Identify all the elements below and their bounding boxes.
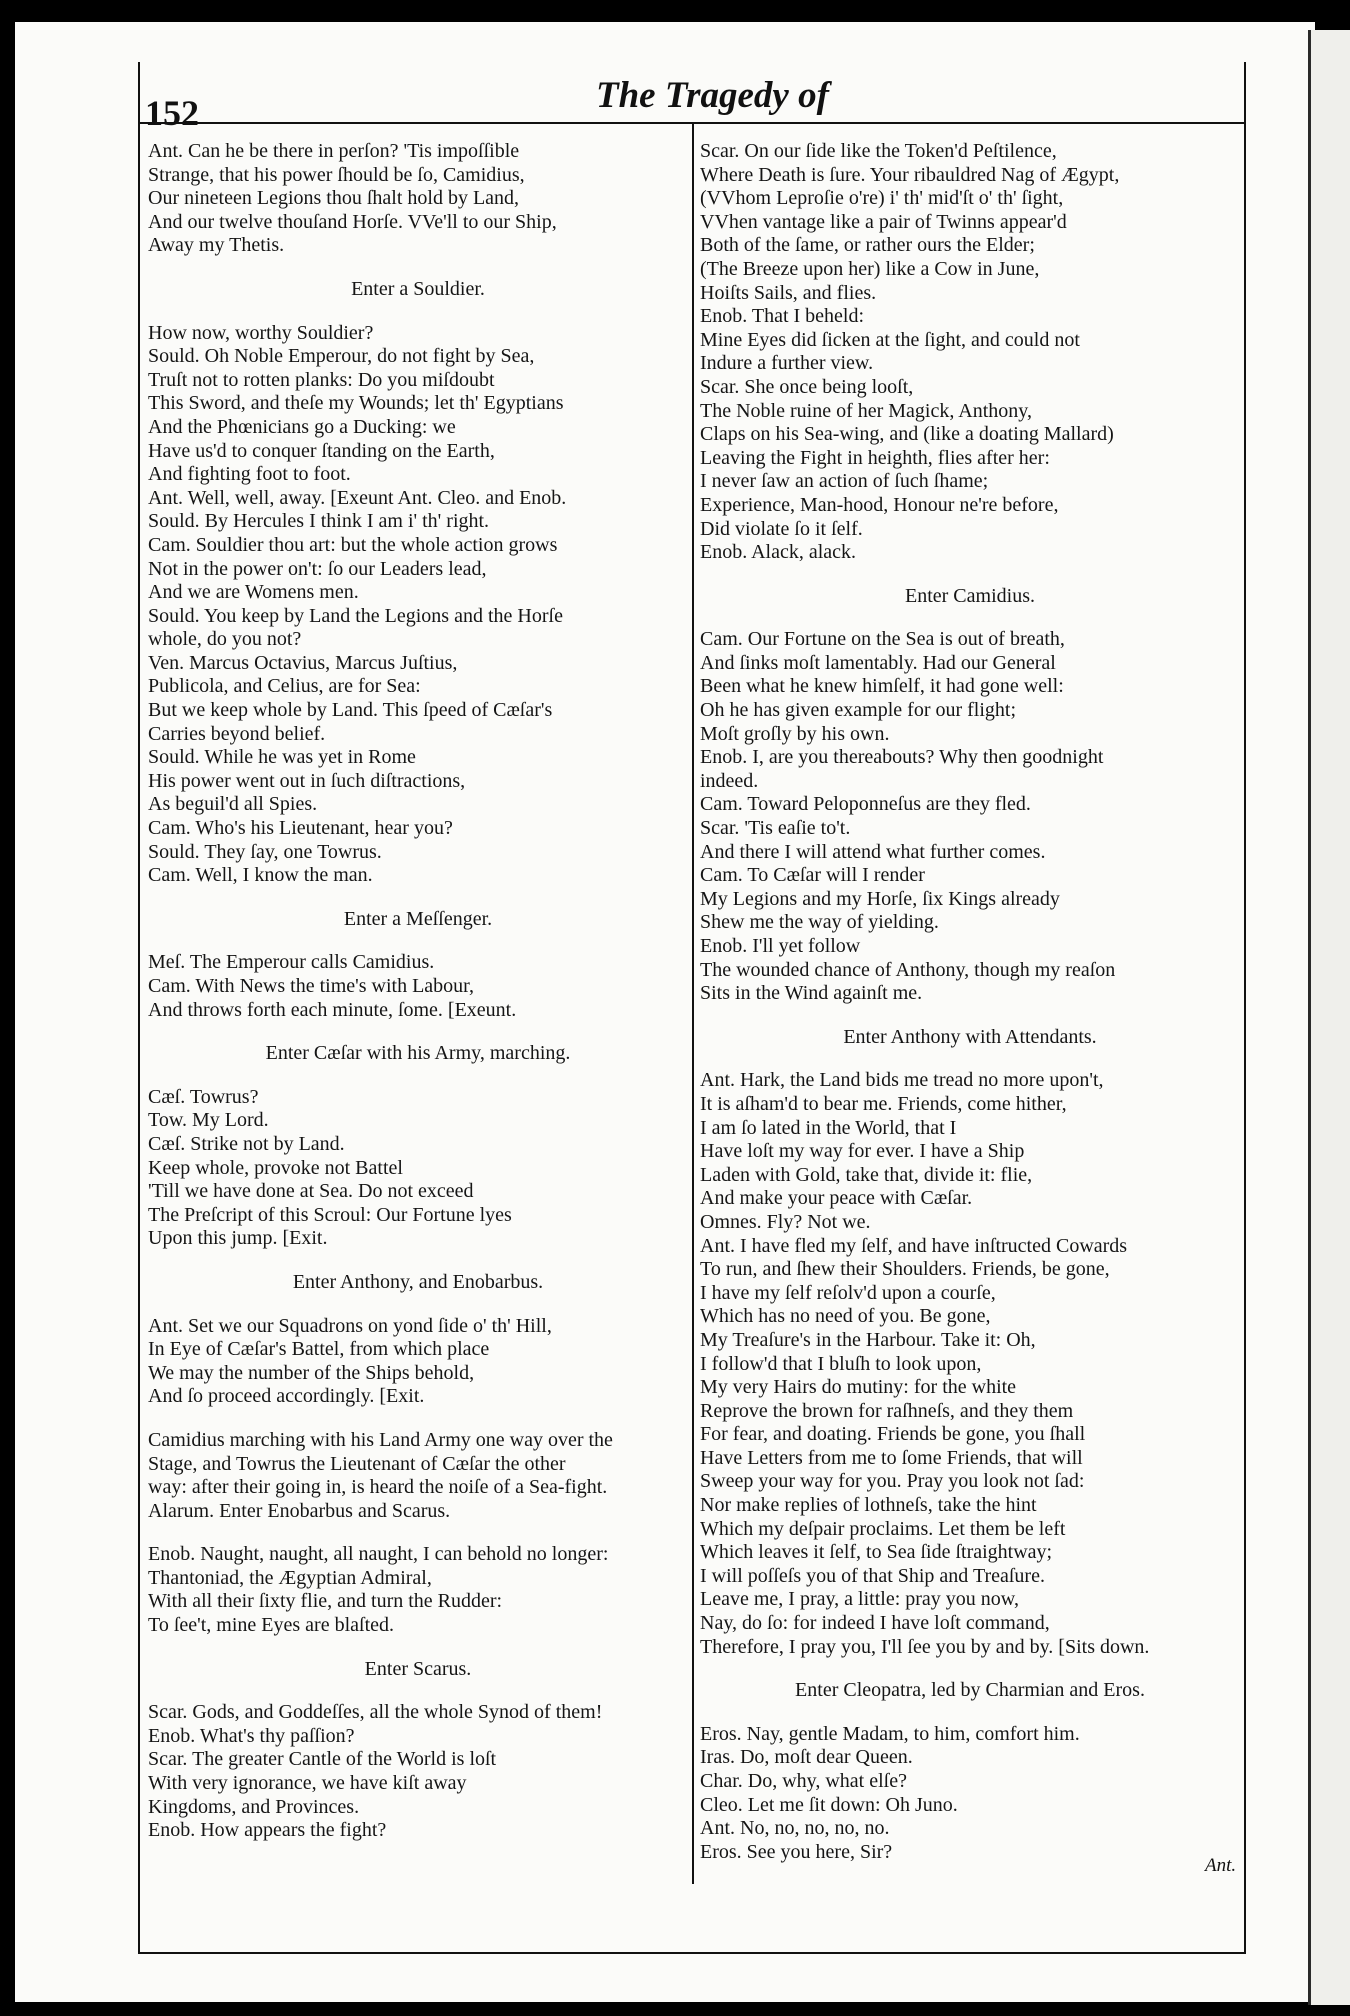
stage-direction: Enter Cleopatra, led by Charmian and Eros. <box>795 1679 1145 1702</box>
right-column <box>700 140 1240 1864</box>
text-line: Cam. Toward Peloponneſus are they fled. <box>700 793 1031 816</box>
text-line: Did violate ſo it ſelf. <box>700 517 863 540</box>
text-line: Ven. Marcus Octavius, Marcus Juſtius, <box>148 651 458 674</box>
text-line: Where Death is ſure. Your ribauldred Nag of Ægypt, <box>700 163 1120 186</box>
text-line: Leaving the Fight in heighth, flies after her: <box>700 446 1050 469</box>
text-line: Cam. With News the time's with Labour, <box>148 975 475 997</box>
block-gap <box>700 1006 1240 1026</box>
text-line: To ſee't, mine Eyes are blaſted. <box>148 1614 394 1637</box>
text-line: Laden with Gold, take that, divide it: flie, <box>700 1163 1033 1186</box>
left-column <box>148 140 688 1843</box>
text-line: 'Till we have done at Sea. Do not exceed <box>148 1180 474 1203</box>
text-line: How now, worthy Souldier? <box>148 321 374 344</box>
text-line: Eros. Nay, gentle Madam, to him, comfort him. <box>700 1722 1080 1745</box>
text-line: I am ſo lated in the World, that I <box>700 1116 957 1139</box>
block-gap <box>148 1523 688 1543</box>
text-line: I will poſſeſs you of that Ship and Treaſure. <box>700 1564 1045 1587</box>
text-line: Have loſt my way for ever. I have a Ship <box>700 1140 1025 1163</box>
block-gap <box>148 258 688 278</box>
text-line: Have us'd to conquer ſtanding on the Earth, <box>148 439 495 462</box>
text-line: Enob. Alack, alack. <box>700 541 857 564</box>
text-line: Our nineteen Legions thou ſhalt hold by Land, <box>148 187 520 210</box>
text-line: Away my Thetis. <box>148 234 285 257</box>
text-line: Been what he knew himſelf, it had gone well: <box>700 675 1064 698</box>
text-line: And fighting foot to foot. <box>148 463 351 486</box>
text-line: I never ſaw an action of ſuch ſhame; <box>700 470 989 493</box>
text-line: Strange, that his power ſhould be ſo, Camidius, <box>148 163 525 186</box>
text-line: Carries beyond belief. <box>148 722 326 745</box>
text-line: It is aſham'd to bear me. Friends, come hither, <box>700 1092 1067 1115</box>
text-line: Cam. Souldier thou art: but the whole action grows <box>148 533 558 556</box>
text-line: way: after their going in, is heard the noiſe of a Sea-fight. <box>148 1476 608 1499</box>
block-gap <box>148 888 688 908</box>
text-line: Iras. Do, moſt dear Queen. <box>700 1746 913 1769</box>
block-gap <box>148 1066 688 1086</box>
text-line: Both of the ſame, or rather ours the Elder; <box>700 234 1035 257</box>
text-line: Scar. The greater Cantle of the World is loſt <box>148 1748 497 1771</box>
text-line: Moſt groſly by his own. <box>700 722 890 745</box>
text-line: I follow'd that I bluſh to look upon, <box>700 1352 982 1375</box>
text-line: Sould. You keep by Land the Legions and the Horſe <box>148 604 563 627</box>
text-line: Alarum. Enter Enobarbus and Scarus. <box>148 1499 451 1522</box>
text-line: indeed. <box>700 769 759 792</box>
text-line: Shew me the way of yielding. <box>700 911 939 934</box>
text-line: Upon this jump. [Exit. <box>148 1227 328 1250</box>
text-line: Have Letters from me to ſome Friends, that will <box>700 1446 1083 1469</box>
text-line: The wounded chance of Anthony, though my reaſon <box>700 958 1116 981</box>
text-line: And we are Womens men. <box>148 581 359 604</box>
text-line: Eros. See you here, Sir? <box>700 1840 893 1863</box>
text-line: And ſinks moſt lamentably. Had our General <box>700 651 1056 674</box>
text-line: To run, and ſhew their Shoulders. Friends, be gone, <box>700 1258 1110 1281</box>
text-line: And the Phœnicians go a Ducking: we <box>148 415 456 438</box>
block-gap <box>148 1638 688 1658</box>
stage-direction: Enter a Meſſenger. <box>343 907 493 930</box>
text-line: With very ignorance, we have kiſt away <box>148 1772 467 1795</box>
running-title: The Tragedy of <box>596 75 829 116</box>
text-line: Cleo. Let me ſit down: Oh Juno. <box>700 1793 958 1816</box>
text-line: Sould. They ſay, one Towrus. <box>148 840 382 863</box>
text-line: But we keep whole by Land. This ſpeed of Cæſar's <box>148 699 553 722</box>
text-line: Ant. Set we our Squadrons on yond ſide o' th' Hill, <box>148 1314 552 1337</box>
text-line: We may the number of the Ships behold, <box>148 1361 475 1384</box>
text-line: Cam. Well, I know the man. <box>148 864 373 887</box>
text-line: Cam. To Cæſar will I render <box>700 864 925 887</box>
text-line: The Noble ruine of her Magick, Anthony, <box>700 399 1032 422</box>
text-line: Which leaves it ſelf, to Sea ſide ſtraightway; <box>700 1541 1053 1564</box>
text-line: Cam. Our Fortune on the Sea is out of breath, <box>700 628 1065 651</box>
text-line: Sould. Oh Noble Emperour, do not fight by Sea, <box>148 345 535 368</box>
page-number: 152 <box>145 93 199 133</box>
text-line: Meſ. The Emperour calls Camidius. <box>148 951 435 974</box>
text-line: Camidius marching with his Land Army one way over the <box>148 1428 613 1451</box>
block-gap <box>700 1049 1240 1069</box>
text-line: Enob. Naught, naught, all naught, I can behold no longer: <box>148 1543 609 1566</box>
stage-direction: Enter Cæſar with his Army, marching. <box>265 1042 571 1065</box>
text-line: I have my ſelf reſolv'd upon a courſe, <box>700 1281 996 1304</box>
block-gap <box>148 302 688 322</box>
stage-direction: Enter a Souldier. <box>351 277 485 300</box>
text-line: This Sword, and theſe my Wounds; let th' Egyptians <box>148 392 564 415</box>
text-line: Not in the power on't: ſo our Leaders lead, <box>148 557 487 580</box>
text-line: VVhen vantage like a pair of Twinns appear'd <box>700 210 1067 233</box>
text-line: Sits in the Wind againſt me. <box>700 982 923 1005</box>
text-line: Cam. Who's his Lieutenant, hear you? <box>148 817 453 840</box>
text-line: Indure a further view. <box>700 352 874 375</box>
block-gap <box>700 608 1240 628</box>
text-line: whole, do you not? <box>148 628 302 651</box>
text-line: Nay, do ſo: for indeed I have loſt command, <box>700 1612 1050 1635</box>
text-line: Publicola, and Celius, are for Sea: <box>148 675 421 698</box>
block-gap <box>148 1295 688 1315</box>
column-divider <box>692 124 694 1884</box>
text-line: In Eye of Cæſar's Battel, from which place <box>148 1338 490 1361</box>
text-line: Enob. That I beheld: <box>700 305 865 328</box>
text-line: Truſt not to rotten planks: Do you miſdoubt <box>148 368 495 391</box>
block-gap <box>700 565 1240 585</box>
block-gap <box>700 1703 1240 1723</box>
text-line: Kingdoms, and Provinces. <box>148 1795 360 1818</box>
text-line: (VVhom Leproſie o're) i' th' mid'ſt o' th' ſight, <box>700 187 1064 210</box>
text-line: Scar. On our ſide like the Token'd Peſtilence, <box>700 140 1057 162</box>
text-line: Sould. By Hercules I think I am i' th' right. <box>148 510 490 533</box>
text-line: Tow. My Lord. <box>148 1109 269 1132</box>
block-gap <box>700 1659 1240 1679</box>
text-line: As beguil'd all Spies. <box>148 793 318 816</box>
stage-direction: Enter Anthony with Attendants. <box>843 1025 1097 1048</box>
text-line: Stage, and Towrus the Lieutenant of Cæſar the other <box>148 1452 566 1475</box>
text-line: Scar. Gods, and Goddeſſes, all the whole Synod of them! <box>148 1701 603 1724</box>
text-line: Therefore, I pray you, I'll ſee you by and by. [Sits down. <box>700 1635 1150 1658</box>
block-gap <box>148 1681 688 1701</box>
text-line: Char. Do, why, what elſe? <box>700 1770 907 1792</box>
block-gap <box>148 931 688 951</box>
text-line: Enob. I, are you thereabouts? Why then goodnight <box>700 746 1104 769</box>
text-line: Thantoniad, the Ægyptian Admiral, <box>148 1566 432 1589</box>
text-line: Ant. No, no, no, no, no. <box>700 1817 890 1840</box>
text-line: My Legions and my Horſe, ſix Kings already <box>700 887 1060 910</box>
text-line: Leave me, I pray, a little: pray you now, <box>700 1588 1019 1611</box>
text-line: And make your peace with Cæſar. <box>700 1187 973 1210</box>
stage-direction: Enter Camidius. <box>905 584 1035 607</box>
facing-page-edge <box>1308 30 1350 2005</box>
block-gap <box>148 1022 688 1042</box>
text-line: Experience, Man-hood, Honour ne're before, <box>700 493 1059 516</box>
text-line: Enob. How appears the fight? <box>148 1819 387 1842</box>
text-line: Sweep your way for you. Pray you look not ſad: <box>700 1470 1085 1493</box>
header-rule <box>138 122 1244 124</box>
text-line: Mine Eyes did ſicken at the ſight, and could not <box>700 328 1080 351</box>
catchword: Ant. <box>1205 1855 1237 1876</box>
text-line: Ant. I have fled my ſelf, and have inſtructed Cowards <box>700 1234 1128 1257</box>
text-line: Reprove the brown for raſhneſs, and they them <box>700 1399 1074 1422</box>
text-line: Scar. 'Tis eaſie to't. <box>700 817 851 840</box>
text-line: Nor make replies of lothneſs, take the hint <box>700 1494 1037 1517</box>
text-line: And our twelve thouſand Horſe. VVe'll to our Ship, <box>148 210 557 233</box>
text-line: Hoiſts Sails, and flies. <box>700 281 877 304</box>
text-line: For fear, and doating. Friends be gone, you ſhall <box>700 1423 1086 1446</box>
text-line: His power went out in ſuch diſtractions, <box>148 769 466 792</box>
text-line: Ant. Hark, the Land bids me tread no more upon't, <box>700 1069 1104 1092</box>
text-line: Enob. What's thy paſſion? <box>148 1724 355 1747</box>
block-gap <box>148 1409 688 1429</box>
text-line: Keep whole, provoke not Battel <box>148 1156 403 1179</box>
text-line: Sould. While he was yet in Rome <box>148 746 416 769</box>
text-line: The Preſcript of this Scroul: Our Fortune lyes <box>148 1203 512 1226</box>
stage-direction: Enter Scarus. <box>364 1657 472 1680</box>
text-line: Ant. Can he be there in perſon? 'Tis impoſſible <box>148 140 520 162</box>
text-line: Oh he has given example for our flight; <box>700 699 1017 722</box>
block-gap <box>148 1251 688 1271</box>
text-line: Which my deſpair proclaims. Let them be left <box>700 1517 1066 1540</box>
text-line: (The Breeze upon her) like a Cow in June, <box>700 257 1040 280</box>
stage-direction: Enter Anthony, and Enobarbus. <box>292 1270 544 1293</box>
text-line: Which has no need of you. Be gone, <box>700 1305 991 1328</box>
text-line: Cæſ. Towrus? <box>148 1085 259 1108</box>
text-line: Claps on his Sea-wing, and (like a doating Mallard) <box>700 423 1114 446</box>
text-line: With all their ſixty flie, and turn the Rudder: <box>148 1590 503 1613</box>
text-line: My Treaſure's in the Harbour. Take it: Oh, <box>700 1328 1036 1351</box>
text-line: Enob. I'll yet follow <box>700 935 861 957</box>
text-line: My very Hairs do mutiny: for the white <box>700 1376 1017 1399</box>
text-line: And there I will attend what further comes. <box>700 840 1046 863</box>
text-line: And throws forth each minute, ſome. [Exeunt. <box>148 998 517 1021</box>
text-line: Cæſ. Strike not by Land. <box>148 1132 345 1155</box>
text-line: Scar. She once being looſt, <box>700 375 914 398</box>
text-line: Ant. Well, well, away. [Exeunt Ant. Cleo. and Enob. <box>148 486 567 509</box>
text-line: And ſo proceed accordingly. [Exit. <box>148 1385 425 1408</box>
text-line: Omnes. Fly? Not we. <box>700 1210 871 1233</box>
